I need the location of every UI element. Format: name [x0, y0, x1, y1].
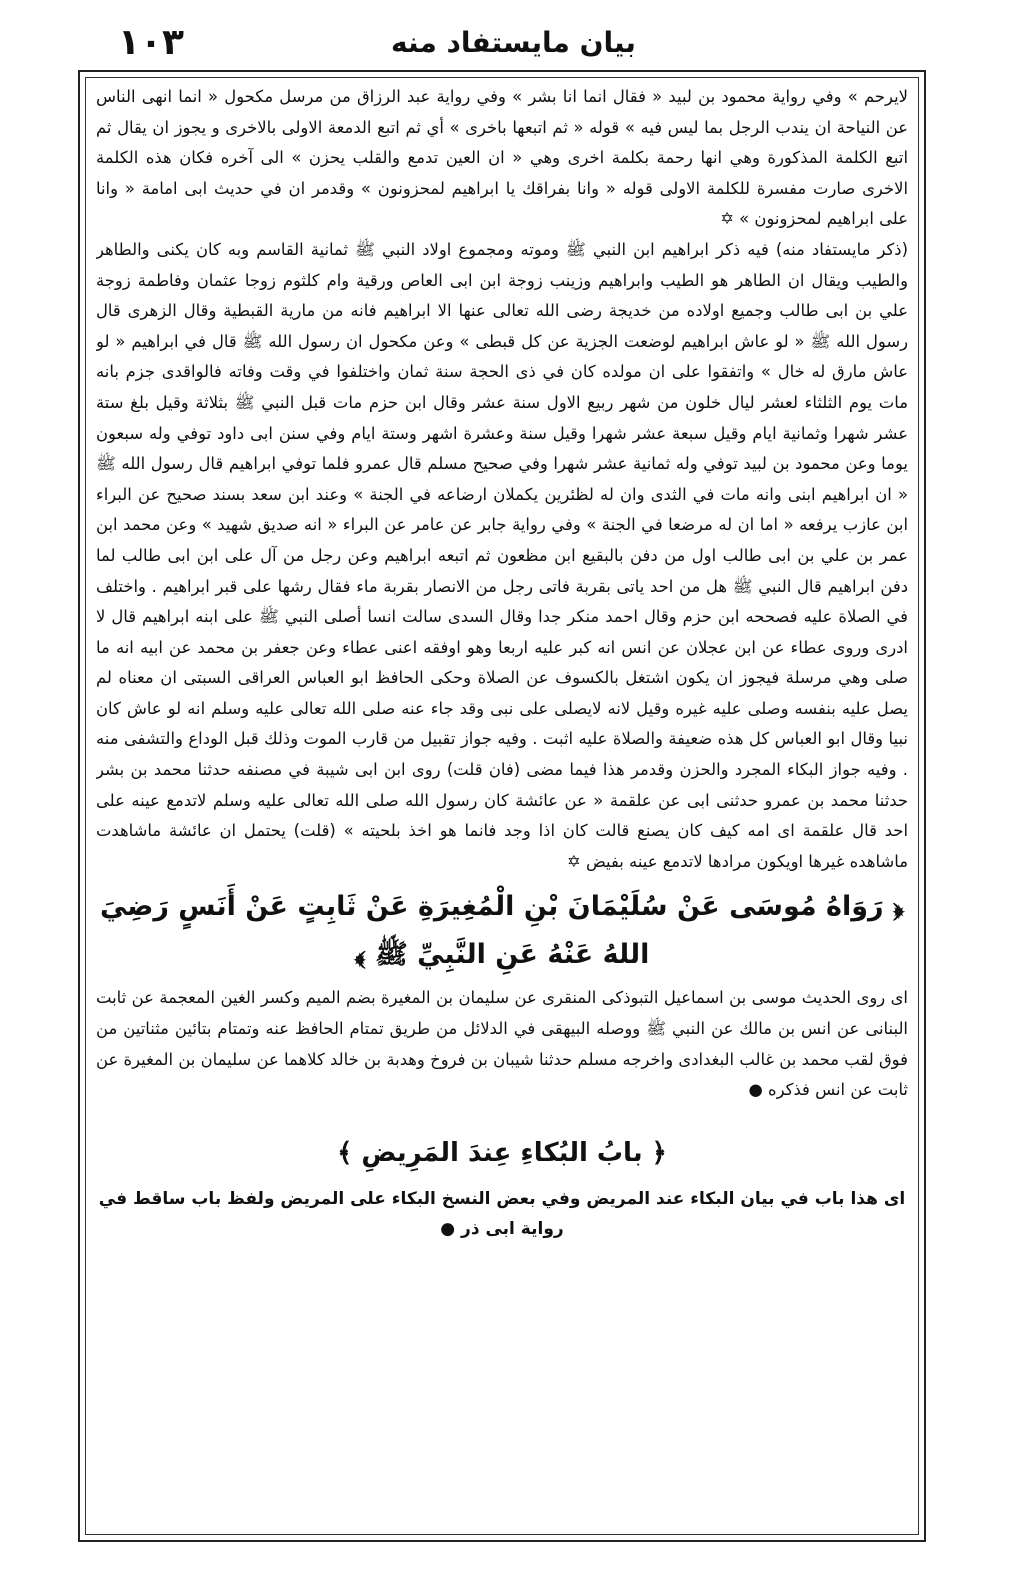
commentary-paragraph-2: (ذكر مايستفاد منه) فيه ذكر ابراهيم ابن النبي ﷺ وموته ومجموع اولاد النبي ﷺ ثمانية القاسم وبه كان يكنى والطاهر والطيب ويقال ان الطاهر هو الطيب وابراهيم وزينب زوجة ابن ابى العاص ورقية وام كلثوم زوجا عثمان وفاطمة زوجة علي بن ابى طالب وجميع اولاده من خديجة رضى الله تعالى عنها الا ابراهيم فانه من مارية القبطية وقال الزهرى قال رسول الله ﷺ « لو عاش ابراهيم لوضعت الجزية عن كل قبطى » وعن مكحول ان رسول الله ﷺ قال في ابراهيم « لو عاش مارق له خال » واتفقوا على ان مولده كان في ذى الحجة سنة ثمان واختلفوا في وقت وفاته فالواقدى جزم بانه مات يوم الثلثاء لعشر ليال خلون من شهر ربيع الاول سنة عشر وقال ابن حزم مات قبل النبي ﷺ بثلاثة وقيل بلغ ستة عشر شهرا وثمانية ايام وقيل سبعة عشر شهرا وقيل سنة وعشرة اشهر وستة ايام وفي سنن ابى داود توفي وله سبعون يوما وعن محمود بن لبيد توفي وله ثمانية عشر شهرا وفي صحيح مسلم قال عمرو فلما توفي ابراهيم قال رسول الله ﷺ « ان ابراهيم ابنى وانه مات في الثدى وان له لظئرين يكملان ارضاعه في الجنة » وعند ابن سعد بسند صحيح عن البراء ابن عازب يرفعه « اما ان له مرضعا في الجنة » وفي رواية جابر عن عامر عن البراء « انه صديق شهيد » وعن محمد ابن عمر بن علي بن ابى طالب اول من دفن بالبقيع ابن مظعون ثم اتبعه ابراهيم وعن رجل من آل على ابن ابى طالب لما دفن ابراهيم قال النبي ﷺ هل من احد ياتى بقربة فاتى رجل من الانصار بقربة ماء فقال رشها على قبر ابراهيم . واختلف في الصلاة عليه فصححه ابن حزم وقال احمد منكر جدا وقال السدى سالت انسا أصلى النبي ﷺ على ابنه ابراهيم قال لا ادرى وروى عطاء عن ابن عجلان عن انس انه كبر عليه اربعا وهو اوفقه اعنى عطاء وعن جعفر بن محمد عن ابيه انه ما صلى وهي مرسلة فيجوز ان يكون اشتغل بالكسوف عن الصلاة وحكى الحافظ ابو العباس العراقى السبتى ان معناه لم يصل عليه بنفسه وصلى عليه غيره وقيل لانه لايصلى على نبى وقد جاء عنه صلى الله تعالى عليه وسلم انه لو عاش كان نبيا وقال ابو العباس كل هذه ضعيفة والصلاة عليه اثبت . وفيه جواز تقبيل من قارب الموت وذلك قبل الوداع والتشفى منه . وفيه جواز البكاء المجرد والحزن وقدمر هذا فيما مضى (فان قلت) روى ابن ابى شيبة في مصنفه حدثنا محمد بن بشر حدثنا محمد بن عمرو حدثنى ابى عن علقمة « عن عائشة كان رسول الله صلى الله تعالى عليه وسلم لاتدمع عينه على احد قال علقمة اى امه كيف كان يصنع قالت كان اذا وجد فانما هو اخذ بلحيته » (قلت) يحتمل ان عائشة ماشاهدت ماشاهده غيرها اويكون مرادها لاتدمع عينه بفيض ✡ — [96, 239, 908, 871]
chapter-note: اى هذا باب في بيان البكاء عند المريض وفي بعض النسخ البكاء على المريض ولفظ باب ساقط في رواية ابى ذر ● — [98, 1188, 906, 1239]
running-title: بيان مايستفاد منه — [391, 26, 636, 59]
commentary-paragraph-3: اى روى الحديث موسى بن اسماعيل التبوذكى المنقرى عن سليمان بن المغيرة بضم الميم وكسر الغين المعجمة عن ثابت البنانى عن انس بن مالك عن النبي ﷺ ووصله البيهقى في الدلائل من طريق تمتام الحافظ عنه وتمتام بتائين مثناتين من فوق لقب محمد بن غالب البغدادى واخرجه مسلم حدثنا شيبان بن فروخ وهدبة بن خالد كلاهما عن سليمان بن المغيرة عن ثابت عن انس فذكره ● — [96, 988, 908, 1100]
chapter-heading: ﴿ بابُ البُكاءِ عِندَ المَرِيضِ ﴾ — [337, 1137, 667, 1168]
page-number: ١٠٣ — [118, 22, 184, 63]
hadith-isnad-heading: ﴿ رَوَاهُ مُوسَى عَنْ سُلَيْمَانَ بْنِ الْمُغِيرَةِ عَنْ ثَابِتٍ عَنْ أَنَسٍ رَضِيَ اللهُ عَنْهُ عَنِ النَّبِيِّ ﷺ ﴾ — [99, 891, 905, 971]
main-text-column — [96, 82, 908, 1530]
commentary-paragraph-1: لايرحم » وفي رواية محمود بن لبيد « فقال انما انا بشر » وفي رواية عبد الرزاق من مرسل مكحول « انما انهى الناس عن النياحة ان يندب الرجل بما ليس فيه » قوله « ثم اتبعها باخرى » أي ثم اتبع الدمعة الاولى بالاخرى و يجوز ان يقال ثم اتبع الكلمة المذكورة وهي انها رحمة بكلمة اخرى وهي « ان العين تدمع والقلب يحزن » الى آخره فكان هذه الكلمة الاخرى صارت مفسرة للكلمة الاولى قوله « وانا بفراقك يا ابراهيم لمحزونون » وقدمر ان في حديث ابى امامة « وانا على ابراهيم لمحزونون » ✡ — [96, 87, 908, 229]
